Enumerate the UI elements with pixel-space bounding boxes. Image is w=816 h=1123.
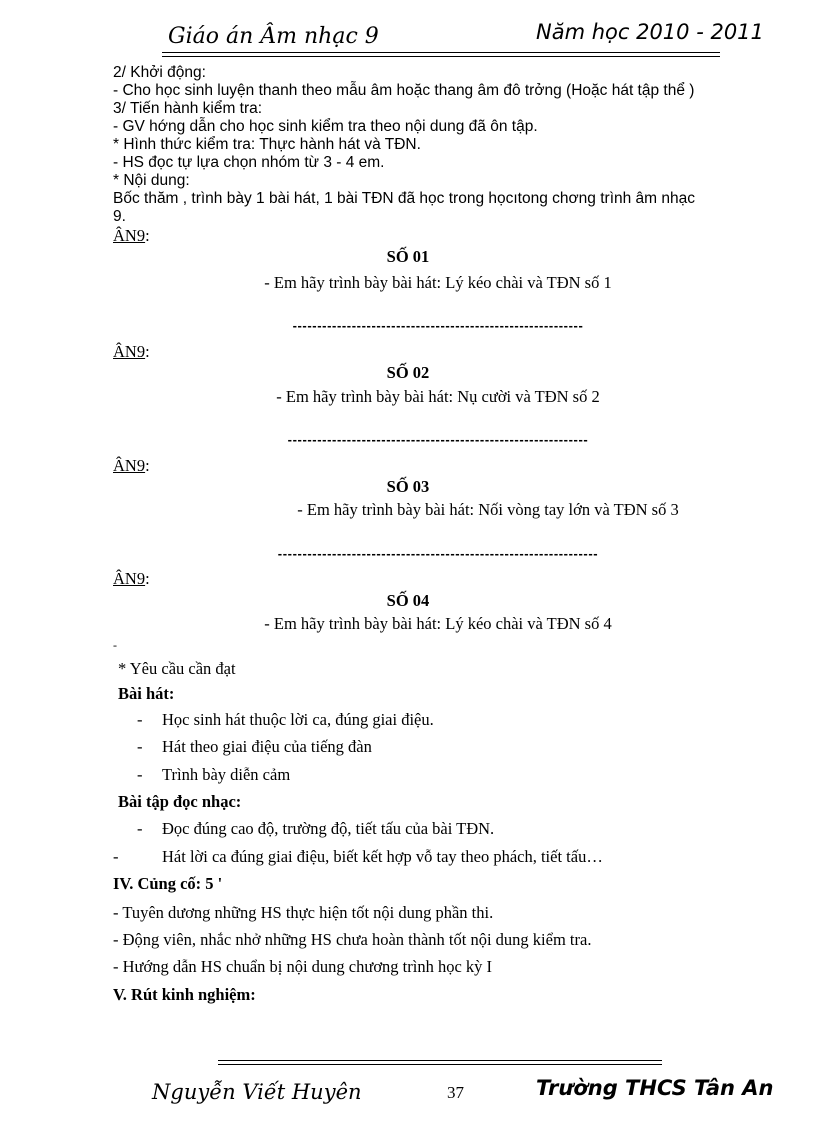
- question-number: SỐ 01: [386, 247, 430, 266]
- stray-dash: -: [113, 638, 117, 652]
- list-item: Học sinh hát thuộc lời ca, đúng giai điệu.: [162, 710, 434, 729]
- question-separator: -----------------------------------------------------------------: [277, 546, 599, 561]
- intro-line-9: 9.: [113, 208, 126, 225]
- intro-line-6: - HS đọc tự lựa chọn nhóm từ 3 - 4 em.: [113, 154, 385, 171]
- list-item: Đọc đúng cao độ, trường độ, tiết tấu của bài TĐN.: [162, 819, 495, 838]
- question-separator: -----------------------------------------------------------: [292, 318, 584, 333]
- consolidation-heading: IV. Củng cố: 5 ': [113, 874, 223, 893]
- intro-line-5: * Hình thức kiểm tra: Thực hành hát và TĐN.: [113, 136, 421, 153]
- reading-heading: Bài tập đọc nhạc:: [118, 792, 242, 811]
- question-text: - Em hãy trình bày bài hát: Lý kéo chài và TĐN số 1: [264, 273, 612, 292]
- header-school-year: Năm học 2010 - 2011: [536, 20, 764, 44]
- question-separator: -------------------------------------------------------------: [287, 432, 589, 447]
- question-label: ÂN9:: [113, 342, 150, 361]
- question-text: - Em hãy trình bày bài hát: Nụ cười và TĐN số 2: [276, 387, 600, 406]
- intro-line-3: 3/ Tiến hành kiểm tra:: [113, 100, 263, 117]
- question-label: ÂN9:: [113, 569, 150, 588]
- list-item: Trình bày diễn cảm: [162, 765, 291, 784]
- experience-heading: V. Rút kinh nghiệm:: [113, 985, 256, 1004]
- list-item: Hát theo giai điệu của tiếng đàn: [162, 737, 372, 756]
- list-item: - Hướng dẫn HS chuẩn bị nội dung chương trình học kỳ I: [113, 957, 493, 976]
- list-bullet: -: [137, 819, 143, 838]
- list-item: - Tuyên dương những HS thực hiện tốt nội dung phần thi.: [113, 903, 494, 922]
- question-number: SỐ 03: [386, 477, 430, 496]
- song-heading: Bài hát:: [118, 684, 175, 703]
- list-item: Hát lời ca đúng giai điệu, biết kết hợp vỗ tay theo phách, tiết tấu…: [162, 847, 603, 866]
- intro-line-2: - Cho học sinh luyện thanh theo mẫu âm hoặc thang âm đô trởng (Hoặc hát tập thể ): [113, 82, 695, 99]
- list-bullet: -: [137, 737, 143, 756]
- footer-divider: [218, 1060, 662, 1065]
- question-number: SỐ 02: [386, 363, 430, 382]
- intro-line-7: * Nội dung:: [113, 172, 190, 189]
- question-text: - Em hãy trình bày bài hát: Lý kéo chài và TĐN số 4: [264, 614, 612, 633]
- list-item: - Động viên, nhắc nhở những HS chưa hoàn thành tốt nội dung kiểm tra.: [113, 930, 592, 949]
- question-label: ÂN9:: [113, 456, 150, 475]
- header-divider: [162, 52, 720, 57]
- list-bullet: -: [137, 765, 143, 784]
- intro-line-1: 2/ Khởi động:: [113, 64, 206, 81]
- intro-line-4: - GV hớng dẫn cho học sinh kiểm tra theo nội dung đã ôn tập.: [113, 118, 538, 135]
- footer-school: Trường THCS Tân An: [536, 1076, 774, 1100]
- question-text: - Em hãy trình bày bài hát: Nối vòng tay lớn và TĐN số 3: [297, 500, 679, 519]
- question-label: ÂN9:: [113, 226, 150, 245]
- list-bullet: -: [137, 710, 143, 729]
- intro-line-8: Bốc thăm , trình bày 1 bài hát, 1 bài TĐN đã học trong họcıtong chơng trình âm nhạc: [113, 190, 695, 207]
- requirements-title: * Yêu cầu cần đạt: [118, 659, 236, 678]
- list-bullet: -: [113, 847, 119, 866]
- footer-author: Nguyễn Viết Huyên: [152, 1080, 362, 1104]
- page-number: 37: [447, 1083, 464, 1102]
- question-number: SỐ 04: [386, 591, 430, 610]
- header-title: Giáo án Âm nhạc 9: [168, 24, 379, 49]
